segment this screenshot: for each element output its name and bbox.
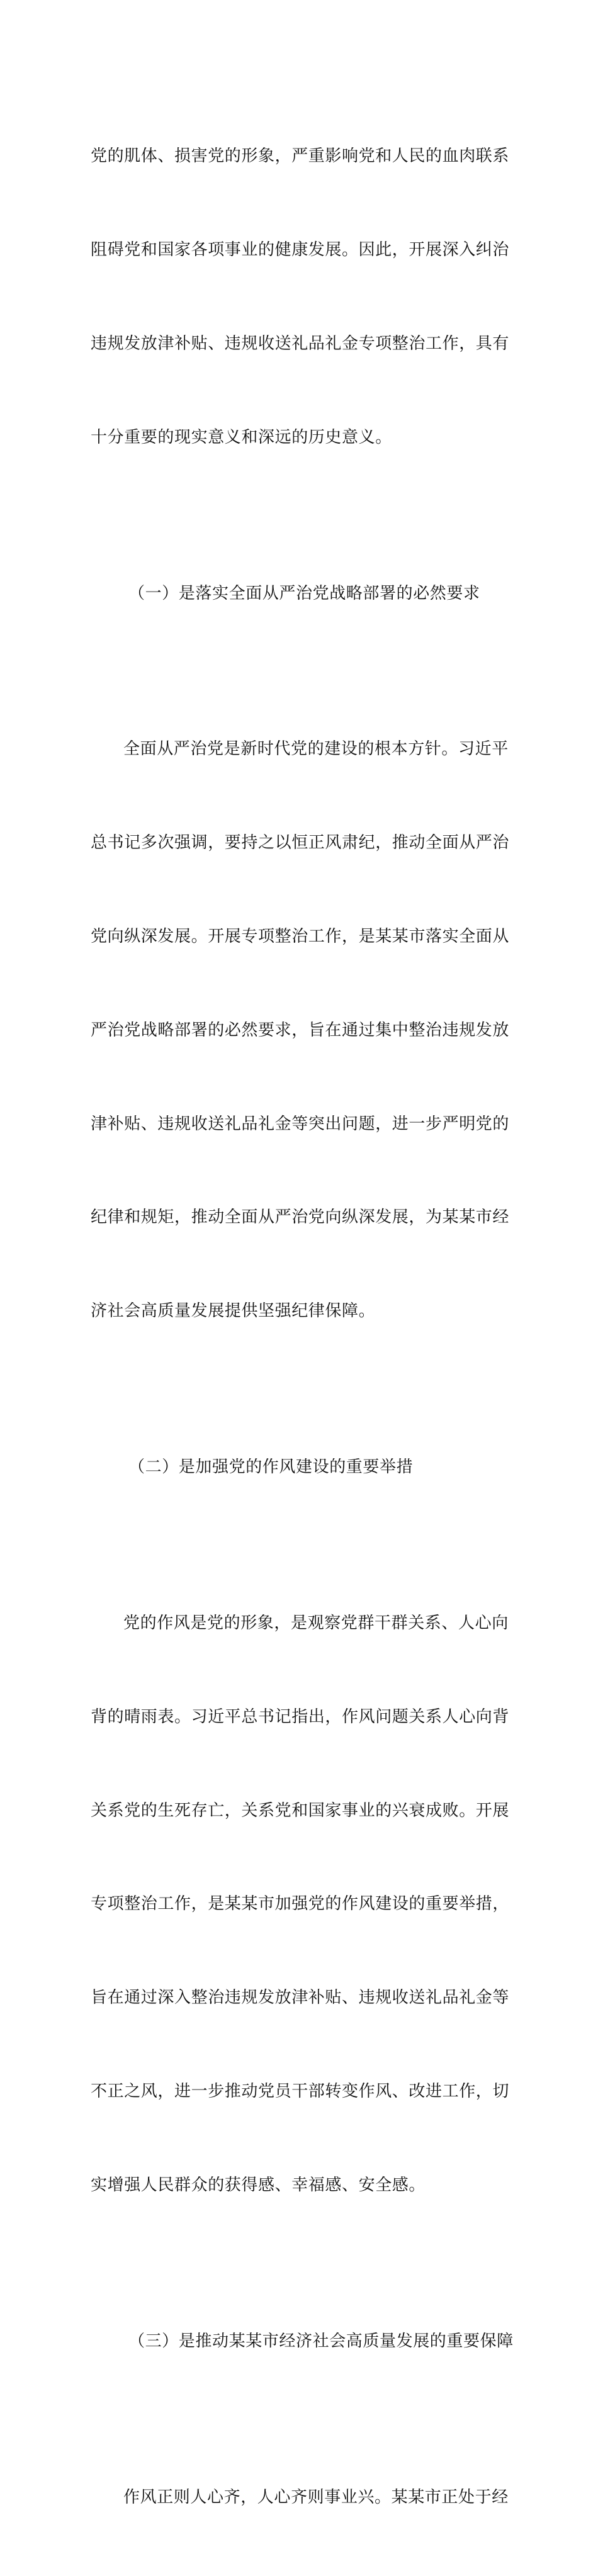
text-line: 关系党的生死存亡，关系党和国家事业的兴衰成败。开展 — [91, 1801, 510, 1820]
paragraph-section-1 — [91, 672, 509, 1390]
text-line: 津补贴、违规收送礼品礼金等突出问题，进一步严明党的 — [91, 1114, 510, 1133]
paragraph-section-2 — [91, 1546, 509, 2264]
text-line: 严治党战略部署的必然要求，旨在通过集中整治违规发放 — [91, 1020, 510, 1040]
text-line: 十分重要的现实意义和深远的历史意义。 — [91, 427, 392, 447]
heading-text: （二）是加强党的作风建设的重要举措 — [128, 1458, 414, 1477]
text-line: 作风正则人心齐，人心齐则事业兴。某某市正处于经 — [123, 2487, 509, 2507]
paragraph-intro — [91, 79, 509, 515]
paragraph-section-3 — [91, 2420, 509, 2576]
text-line: 济社会高质量发展提供坚强纪律保障。 — [91, 1302, 376, 1321]
section-heading-3 — [91, 2264, 514, 2420]
document-body — [91, 79, 514, 2576]
heading-text: （三）是推动某某市经济社会高质量发展的重要保障 — [128, 2331, 514, 2351]
section-heading-1 — [91, 515, 509, 672]
heading-text: （一）是落实全面从严治党战略部署的必然要求 — [128, 583, 480, 603]
text-line: 专项整治工作，是某某市加强党的作风建设的重要举措， — [91, 1894, 510, 1914]
text-line: 总书记多次强调，要持之以恒正风肃纪，推动全面从严治 — [91, 833, 510, 853]
text-line: 党的作风是党的形象，是观察党群干群关系、人心向 — [123, 1614, 509, 1633]
text-line: 背的晴雨表。习近平总书记指出，作风问题关系人心向背 — [91, 1707, 510, 1726]
text-line: 不正之风，进一步推动党员干部转变作风、改进工作，切 — [91, 2082, 510, 2101]
text-line: 实增强人民群众的获得感、幸福感、安全感。 — [91, 2175, 426, 2195]
text-line: 全面从严治党是新时代党的建设的根本方针。习近平 — [123, 740, 509, 759]
text-line: 纪律和规矩，推动全面从严治党向纵深发展，为某某市经 — [91, 1208, 510, 1227]
text-line: 违规发放津补贴、违规收送礼品礼金专项整治工作，具有 — [91, 334, 510, 353]
text-line: 党向纵深发展。开展专项整治工作，是某某市落实全面从 — [91, 927, 510, 947]
text-line: 旨在通过深入整治违规发放津补贴、违规收送礼品礼金等 — [91, 1988, 510, 2008]
section-heading-2 — [91, 1390, 509, 1546]
text-line: 阻碍党和国家各项事业的健康发展。因此，开展深入纠治 — [91, 240, 510, 259]
text-line: 党的肌体、损害党的形象，严重影响党和人民的血肉联系 — [91, 147, 510, 166]
